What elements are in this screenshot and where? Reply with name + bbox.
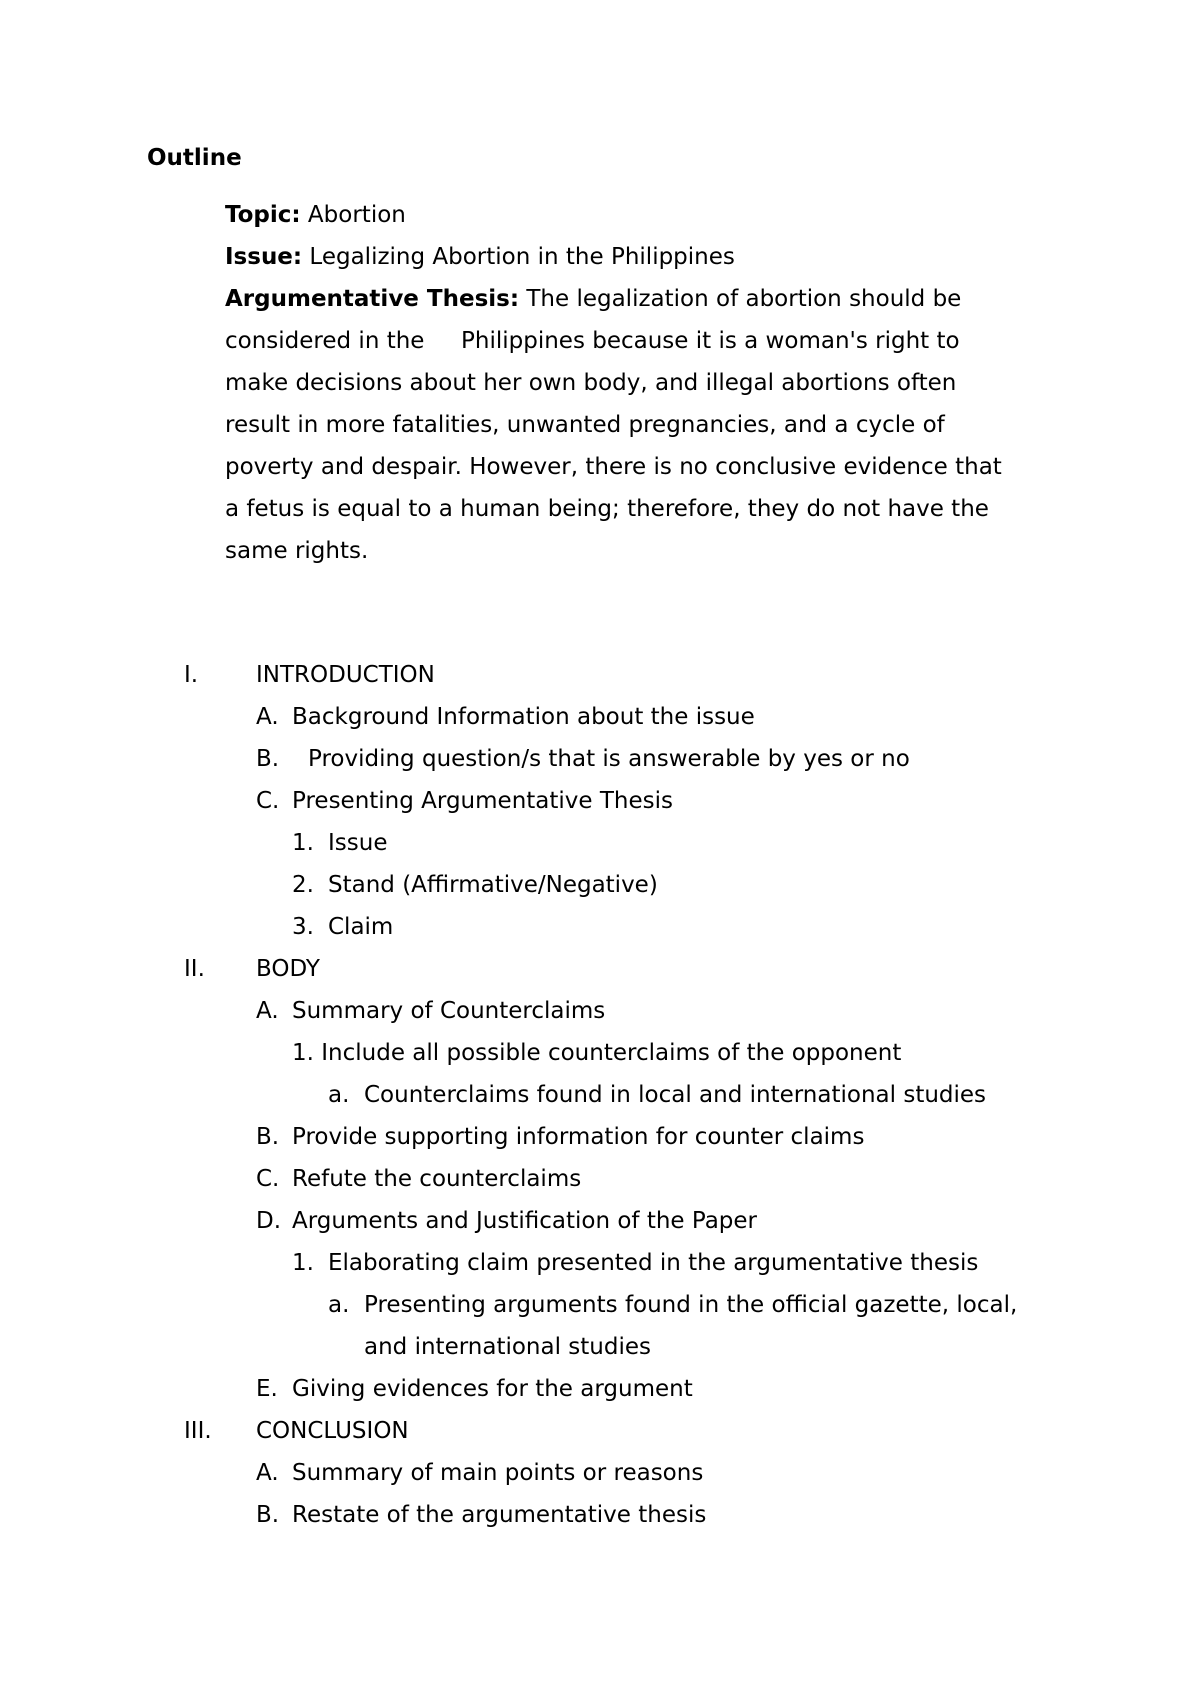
outline-item: Arguments and Justification of the Paper [292, 1208, 758, 1234]
item-marker: A. [256, 998, 279, 1024]
outline-item: Background Information about the issue [292, 704, 755, 730]
outline-subitem: 1. Include all possible counterclaims of the opponent [292, 1040, 902, 1066]
section-numeral-ii: II. [184, 956, 205, 982]
item-marker: 3. [292, 914, 314, 940]
thesis-line-1 [225, 284, 961, 314]
topic-line [225, 200, 406, 230]
outline-item: Restate of the argumentative thesis [292, 1502, 707, 1528]
item-marker: A. [256, 1460, 279, 1486]
outline-item: Providing question/s that is answerable by yes or no [308, 746, 910, 772]
item-marker: a. [328, 1292, 350, 1318]
outline-subsubitem: Presenting arguments found in the official gazette, local, [364, 1292, 1018, 1318]
section-heading-body: BODY [256, 956, 320, 982]
outline-subitem: Issue [328, 830, 388, 856]
section-heading-conclusion: CONCLUSION [256, 1418, 409, 1444]
item-marker: 1. [292, 1250, 314, 1276]
outline-item: Refute the counterclaims [292, 1166, 582, 1192]
item-marker: 1. [292, 830, 314, 856]
topic-label: Topic: [225, 202, 301, 228]
section-numeral-i: I. [184, 662, 199, 688]
item-marker: B. [256, 1124, 280, 1150]
item-marker: a. [328, 1082, 350, 1108]
section-heading-introduction: INTRODUCTION [256, 662, 435, 688]
outline-subitem: Claim [328, 914, 394, 940]
thesis-line-6: a fetus is equal to a human being; therefore, they do not have the [225, 496, 989, 522]
item-marker: C. [256, 788, 280, 814]
thesis-line-3: make decisions about her own body, and illegal abortions often [225, 370, 957, 396]
item-marker: B. [256, 746, 280, 772]
thesis-line-2: considered in the Philippines because it is a woman's right to [225, 328, 960, 354]
outline-item: Provide supporting information for counter claims [292, 1124, 865, 1150]
outline-subitem: Stand (Affirmative/Negative) [328, 872, 658, 898]
item-marker: B. [256, 1502, 280, 1528]
thesis-line-4: result in more fatalities, unwanted pregnancies, and a cycle of [225, 412, 945, 438]
outline-item: Summary of Counterclaims [292, 998, 606, 1024]
thesis-line-7: same rights. [225, 538, 369, 564]
issue-value: Legalizing Abortion in the Philippines [302, 244, 735, 270]
outline-subitem: Elaborating claim presented in the argumentative thesis [328, 1250, 979, 1276]
topic-value: Abortion [300, 202, 406, 228]
outline-subsubitem: Counterclaims found in local and international studies [364, 1082, 987, 1108]
issue-line [225, 242, 735, 272]
outline-item: Presenting Argumentative Thesis [292, 788, 673, 814]
thesis-line-5: poverty and despair. However, there is no conclusive evidence that [225, 454, 1002, 480]
issue-label: Issue: [225, 244, 303, 270]
thesis-label: Argumentative Thesis: [225, 286, 520, 312]
item-marker: D. [256, 1208, 282, 1234]
item-marker: 2. [292, 872, 314, 898]
section-numeral-iii: III. [184, 1418, 212, 1444]
item-marker: E. [256, 1376, 278, 1402]
outline-item: Giving evidences for the argument [292, 1376, 693, 1402]
document-title: Outline [147, 145, 242, 171]
outline-subsubitem-continued: and international studies [364, 1334, 651, 1360]
thesis-text: The legalization of abortion should be [519, 286, 962, 312]
item-marker: A. [256, 704, 279, 730]
outline-item: Summary of main points or reasons [292, 1460, 704, 1486]
item-marker: C. [256, 1166, 280, 1192]
